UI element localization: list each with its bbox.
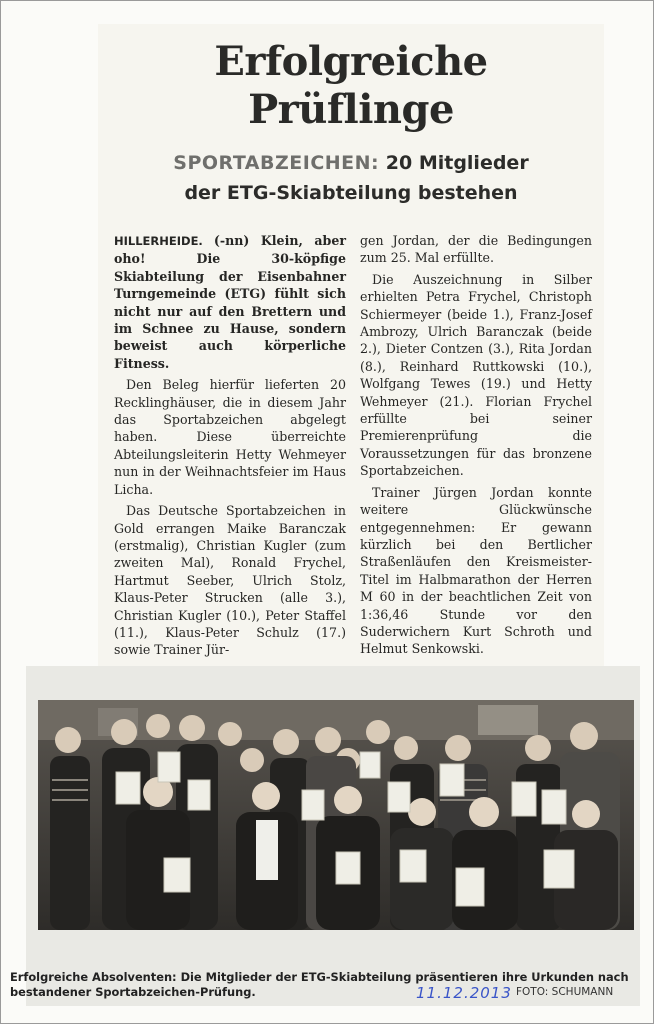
bleed-through-text (90, 2, 630, 24)
newspaper-clipping (98, 24, 604, 670)
subheadline (98, 148, 604, 208)
paragraph: Das Deutsche Sportabzeichen in Gold errangen Maike Baranczak (erstmalig), Christian Kugler (zum zweiten Mal), Ronald Frychel, Hartmut Seeber, Ulrich Stolz, Klaus-Peter Strucken (alle 3.), Christian Kugler (10.), Peter Staffel (11.), Klaus-Peter Schulz (17.) sowie Trainer Jür- (114, 503, 346, 658)
photo-credit: FOTO: SCHUMANN (516, 986, 614, 998)
subhead-line-1 (98, 148, 604, 178)
paragraph-lead (114, 232, 346, 372)
article-column-left (114, 232, 346, 663)
handwritten-date: 11.12.2013 (416, 984, 512, 1002)
headline (98, 38, 604, 134)
group-photo-illustration (38, 700, 634, 930)
article-column-right (360, 232, 592, 662)
subhead-line-1-rest: 20 Mitglieder (385, 152, 529, 174)
photo-caption: Erfolgreiche Absolventen: Die Mitglieder der ETG-Skiabteilung präsentieren ihre Urkunden nach bestandener Sportabzeichen-Prüfung. (10, 970, 629, 999)
kicker: SPORTABZEICHEN: (173, 152, 380, 174)
lead-text: (-nn) Klein, aber oho! Die 30-köpfige Skiabteilung der Eisenbahner Turngemeinde (ETG) fühlt sich nicht nur auf den Brettern und im Schnee zu Hause, sondern beweist auch körperliche Fitness. (114, 233, 346, 371)
paragraph: Trainer Jürgen Jordan konnte weitere Glückwünsche entgegennehmen: Er gewann kürzlich bei den Bertlicher Straßenläufen den Kreismeister-Titel im Halbmarathon der Herren M 60 in der beachtlichen Zeit von 1:36,46 Stunde vor den Suderwichern Kurt Schroth und Helmut Senkowski. (360, 484, 592, 657)
paragraph: Den Beleg hierfür lieferten 20 Recklinghäuser, die in diesem Jahr das Sportabzeichen abgelegt haben. Diese überreichte Abteilungsleiterin Hetty Wehmeyer nun in der Weihnachtsfeier im Haus Licha. (114, 377, 346, 497)
headline-line-1: Erfolgreiche (214, 38, 488, 85)
paragraph-continued: gen Jordan, der die Bedingungen zum 25. Mal erfüllte. (360, 233, 592, 266)
paragraph: Die Auszeichnung in Silber erhielten Petra Frychel, Christoph Schiermeyer (beide 1.), Franz-Josef Ambrozy, Ulrich Baranczak (beide 2.), Dieter Contzen (3.), Rita Jordan (8.), Reinhard Ruttkowski (10.), Wolfgang Tewes (19.) und Hetty Wehmeyer (21.). Florian Frychel erfüllte bei seiner Premierenprüfung die Voraussetzungen für das bronzene Sportabzeichen. (360, 271, 592, 479)
bleed-through-text (10, 300, 100, 600)
headline-line-2: Prüflinge (248, 86, 454, 133)
subhead-line-2: der ETG-Skiabteilung bestehen (184, 182, 518, 204)
dateline: HILLERHEIDE. (114, 234, 203, 248)
photo-panel (26, 666, 640, 1006)
group-photo (38, 700, 634, 930)
